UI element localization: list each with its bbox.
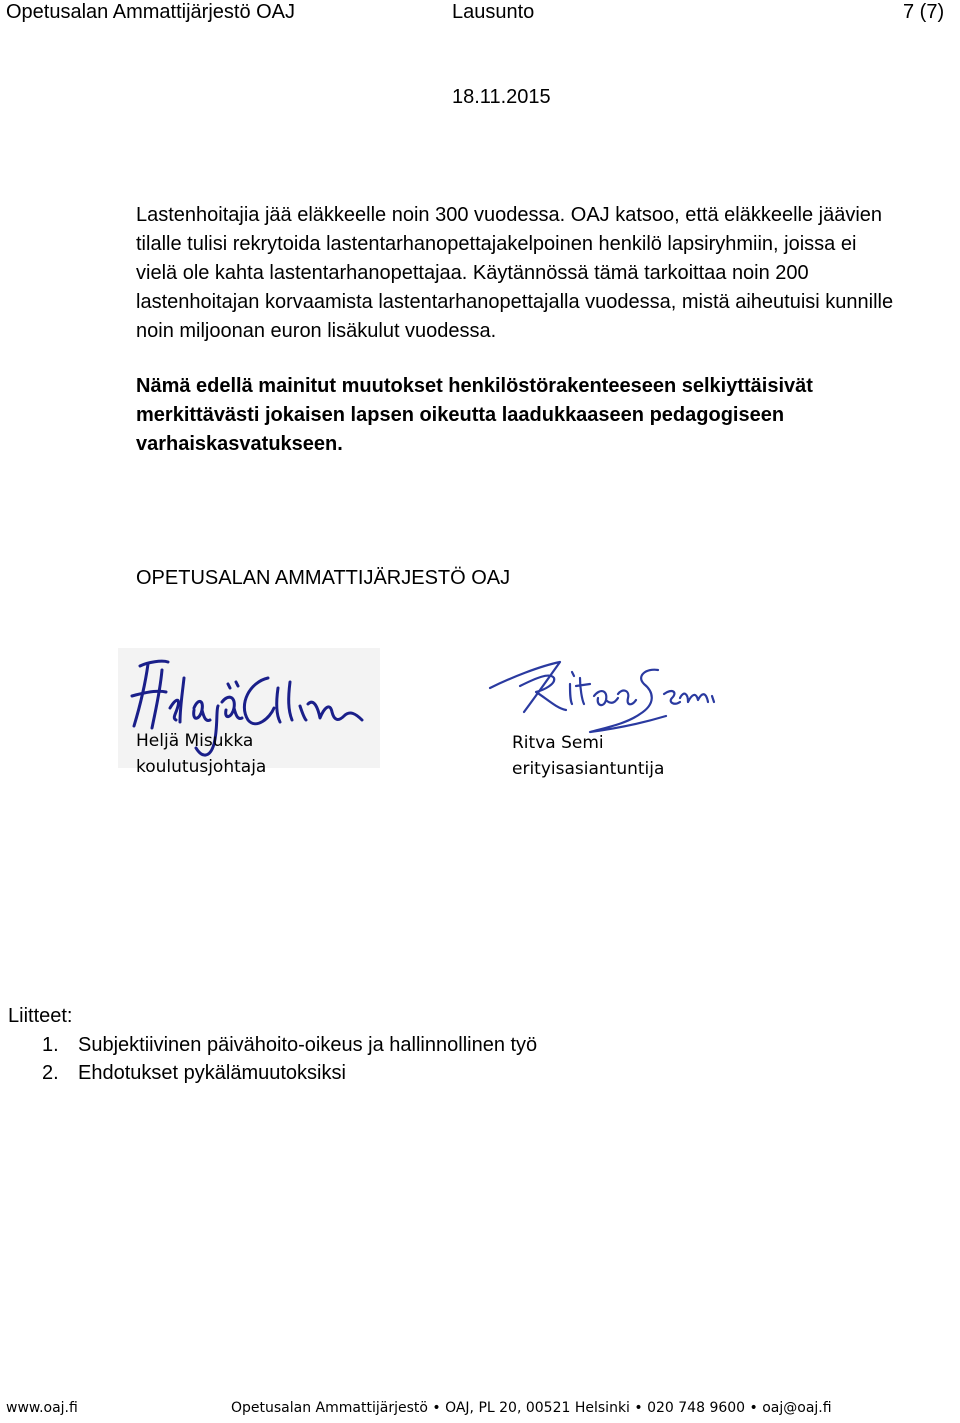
attachment-item bbox=[42, 1059, 537, 1087]
paragraph-line: lastenhoitajan korvaamista lastentarhanopettajalla vuodessa, mistä aiheutuisi kunnille bbox=[136, 291, 894, 313]
attachments-heading: Liitteet: bbox=[8, 1005, 73, 1027]
signature-2 bbox=[480, 648, 740, 783]
paragraph-line: vielä ole kahta lastentarhanopettajaa. Käytännössä tämä tarkoittaa noin 200 bbox=[136, 262, 809, 284]
signature-organization: OPETUSALAN AMMATTIJÄRJESTÖ OAJ bbox=[136, 567, 511, 589]
attachment-item bbox=[42, 1031, 537, 1059]
attachment-number: 2. bbox=[42, 1062, 59, 1084]
attachment-label: Ehdotukset pykälämuutoksiksi bbox=[78, 1062, 346, 1084]
signatory-title: erityisasiantuntija bbox=[512, 759, 665, 779]
paragraph-line: Lastenhoitajia jää eläkkeelle noin 300 vuodessa. OAJ katsoo, että eläkkeelle jäävien bbox=[136, 204, 883, 226]
attachments-list bbox=[42, 1031, 537, 1087]
signature-1 bbox=[118, 648, 380, 777]
header-organization: Opetusalan Ammattijärjestö OAJ bbox=[6, 1, 296, 23]
attachment-label: Subjektiivinen päivähoito-oikeus ja hallinnollinen työ bbox=[78, 1034, 538, 1056]
paragraph-2 bbox=[136, 372, 960, 459]
signatory-title: koulutusjohtaja bbox=[136, 757, 267, 777]
paragraph-1 bbox=[136, 201, 960, 346]
paragraph-line: Nämä edellä mainitut muutokset henkilöstörakenteeseen selkiyttäisivät bbox=[136, 375, 813, 397]
footer-address: Opetusalan Ammattijärjestö • OAJ, PL 20, 00521 Helsinki • 020 748 9600 • oaj@oaj.fi bbox=[231, 1400, 832, 1416]
footer-website-link[interactable]: www.oaj.fi bbox=[6, 1400, 78, 1416]
paragraph-line: tilalle tulisi rekrytoida lastentarhanopettajakelpoinen henkilö lapsiryhmiin, joissa ei bbox=[136, 233, 857, 255]
header-date: 18.11.2015 bbox=[452, 86, 551, 108]
signatory-name: Heljä Misukka bbox=[136, 731, 254, 751]
header-page-number: 7 (7) bbox=[903, 1, 945, 23]
attachment-number: 1. bbox=[42, 1034, 59, 1056]
header-doc-type: Lausunto bbox=[452, 1, 535, 23]
paragraph-line: varhaiskasvatukseen. bbox=[136, 433, 343, 455]
signatory-name: Ritva Semi bbox=[512, 733, 604, 753]
paragraph-line: merkittävästi jokaisen lapsen oikeutta laadukkaaseen pedagogiseen bbox=[136, 404, 785, 426]
paragraph-line: noin miljoonan euron lisäkulut vuodessa. bbox=[136, 320, 497, 342]
